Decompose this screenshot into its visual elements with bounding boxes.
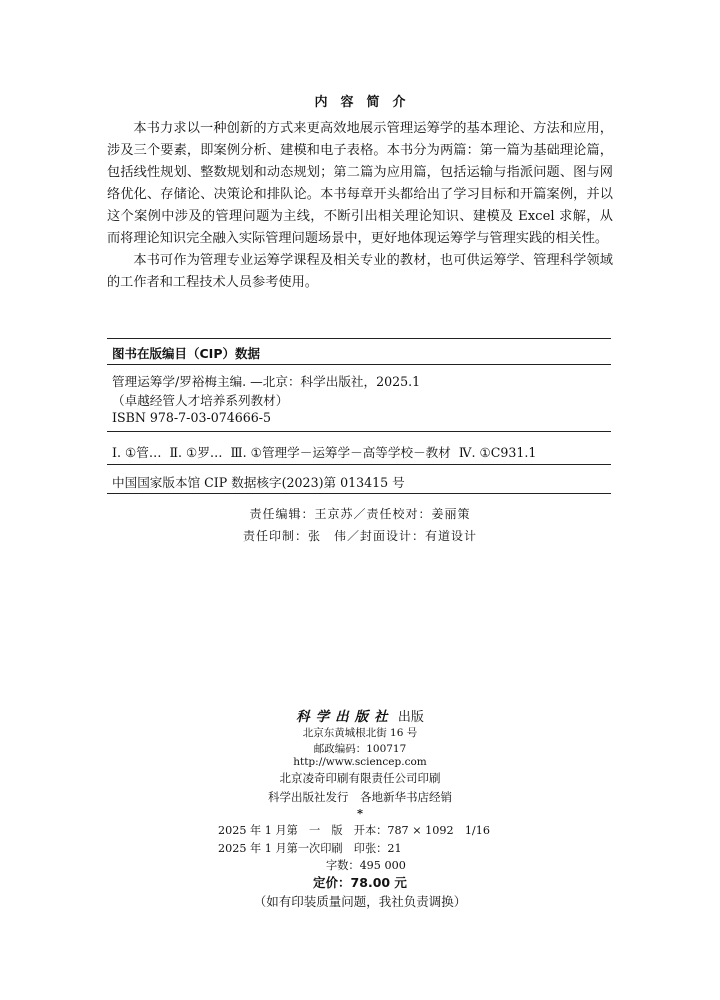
staff-line-printing: 责任印制：张 伟／封面设计：有道设计 [242,529,477,543]
publisher-website: http://www.sciencep.com [293,756,427,768]
summary-body [107,118,613,294]
cip-title-line: 管理运筹学/罗裕梅主编. —北京：科学出版社，2025.1 [112,374,421,389]
publisher-postcode: 邮政编码：100717 [313,743,407,755]
cip-isbn-line: ISBN 978-7-03-074666-5 [112,410,272,425]
cip-heading: 图书在版编目（CIP）数据 [112,346,260,361]
cip-isbn-rule [107,431,611,432]
printing-line: 2025 年 1 月第一次印刷 印张：21 [218,842,402,855]
quality-notice: （如有印装质量问题，我社负责调换） [253,894,467,909]
summary-paragraph-2: 本书可作为管理专业运筹学课程及相关专业的教材，也可供运筹学、管理科学领域的工作者和工程技术人员参考使用。 [107,253,613,290]
imprint-separator: * [356,806,363,820]
printer-name: 北京凌奇印刷有限责任公司印刷 [279,771,441,785]
summary-paragraph-1: 本书力求以一种创新的方式来更高效地展示管理运筹学的基本理论、方法和应用，涉及三个要素，即案例分析、建模和电子表格。本书分为两篇：第一篇为基础理论篇，包括线性规划、整数规划和动态规划；第二篇为应用篇，包括运输与指派问题、图与网络优化、存储论、决策论和排队论。本书每章开头都给出了学习目标和开篇案例，并以这个案例中涉及的管理问题为主线，不断引出相关理论知识、建模及 Excel 求解，从而将理论知识完全融入实际管理问题场景中，更好地体现运筹学与管理实践的相关性。 [107,121,613,246]
cip-classification-line: Ⅰ. ①管… Ⅱ. ①罗… Ⅲ. ①管理学－运筹学－高等学校－教材 Ⅳ. ①C931.1 [112,445,537,460]
distribution-line: 科学出版社发行 各地新华书店经销 [268,790,452,804]
cip-series-line: （卓越经管人才培养系列教材） [112,393,289,408]
staff-line-editors: 责任编辑：王京苏／责任校对：姜丽策 [249,507,471,521]
edition-line: 2025 年 1 月第 一 版 开本：787 × 1092 1/16 [218,824,490,837]
publisher-logo: 科学出版社 [296,709,394,725]
publisher-suffix: 出版 [397,710,424,725]
price: 定价：78.00 元 [313,875,407,890]
cip-class-rule [107,464,611,465]
cip-bottom-rule [107,493,611,494]
cip-library-line: 中国国家版本馆 CIP 数据核字(2023)第 013415 号 [112,475,405,490]
publisher-name [0,705,720,725]
word-count: 字数：495 000 [326,859,406,872]
cip-top-rule [107,338,611,339]
publisher-address: 北京东黄城根北街 16 号 [302,727,418,739]
summary-title: 内容简介 [314,95,419,110]
cip-heading-rule [107,364,611,365]
